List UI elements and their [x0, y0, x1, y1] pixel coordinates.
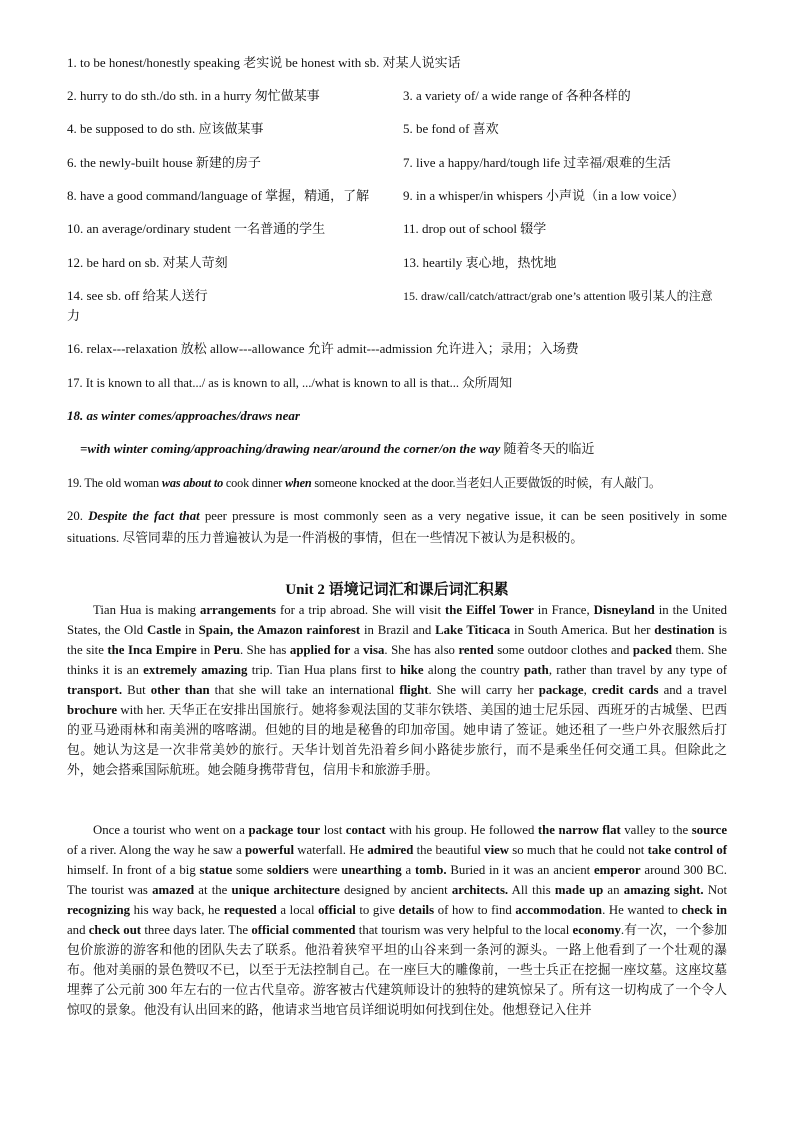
- vocab-term: tomb.: [414, 863, 447, 877]
- paragraph-text: that she will take an international: [209, 683, 400, 697]
- vocab-term: take control of: [647, 843, 728, 857]
- vocab-term: Lake Titicaca: [435, 623, 511, 637]
- vocab-term: extremely amazing: [143, 663, 248, 677]
- paragraph-text: . She has: [239, 643, 290, 657]
- paragraph-text: in the United States, the Old: [67, 603, 727, 637]
- vocab-term: flight: [399, 683, 429, 697]
- context-paragraph-2: [67, 820, 727, 1020]
- paragraph-text: them. She thinks it is an: [67, 643, 727, 677]
- phrase-19-text: 19. The old woman: [67, 476, 162, 490]
- paragraph-text: with his group. He followed: [385, 823, 538, 837]
- paragraph-text: an: [603, 883, 624, 897]
- paragraph-text: in: [196, 643, 214, 657]
- context-paragraph-1: [67, 600, 727, 780]
- vocab-term: package: [538, 683, 584, 697]
- phrase-15-continuation: 力: [67, 308, 81, 323]
- vocab-term: brochure: [67, 703, 118, 717]
- vocab-term: other than: [150, 683, 210, 697]
- vocab-term: statue: [199, 863, 233, 877]
- vocab-term: view: [484, 843, 510, 857]
- vocab-term: arrangements: [199, 603, 277, 617]
- paragraph-text: designed by ancient: [339, 883, 452, 897]
- paragraph-text: of how to find: [434, 903, 516, 917]
- phrase-20: [67, 505, 727, 549]
- phrase-19-text: cook dinner: [223, 476, 285, 490]
- vocab-term: rented: [458, 643, 494, 657]
- phrase-19-bold: when: [285, 476, 312, 490]
- paragraph-text: But: [122, 683, 151, 697]
- paragraph-text: and: [67, 923, 89, 937]
- phrase-20-bold: Despite the fact that: [88, 509, 200, 523]
- paragraph-text: and a travel: [658, 683, 728, 697]
- phrase-18: 18. as winter comes/approaches/draws near: [67, 408, 300, 423]
- vocab-term: admired: [367, 843, 414, 857]
- paragraph-text: Buried in it was an ancient: [446, 863, 594, 877]
- phrase-4: 4. be supposed to do sth. 应该做某事: [67, 121, 264, 136]
- vocab-term: recognizing: [67, 903, 131, 917]
- paragraph-text: some: [232, 863, 267, 877]
- paragraph-text: were: [308, 863, 342, 877]
- vocab-term: package tour: [248, 823, 321, 837]
- paragraph-text: in South America. But her: [510, 623, 655, 637]
- vocab-term: credit cards: [591, 683, 659, 697]
- paragraph-text: with her. 天华正在安排出国旅行。她将参观法国的艾菲尔铁塔、美国的迪士尼乐园、西班牙的古城堡、巴西的亚马逊雨林和南美洲的喀喀湖。但她的目的地是秘鲁的印加帝国。她申请了签证。她还租了一些户外衣服然后打包。她认为这是一次非常美妙的旅行。天华计划首先沿着乡间小路徒步旅行，而不是乘坐任何交通工具。但除此之外，她会搭乘国际航班。她会随身携带背包，信用卡和旅游手册。: [67, 703, 727, 777]
- phrase-20-text: peer pressure is most commonly seen as a very negative issue, it can be seen positively in some situations. 尽管同辈的压力普遍被认为是一件消极的事情，但在一些情况下被认为是积极的。: [67, 509, 727, 545]
- paragraph-text: . She has also: [384, 643, 459, 657]
- paragraph-text: waterfall. He: [294, 843, 368, 857]
- paragraph-text: along the country: [423, 663, 524, 677]
- phrase-10: 10. an average/ordinary student 一名普通的学生: [67, 221, 326, 236]
- phrase-17: 17. It is known to all that.../ as is known to all, .../what is known to all is that... 众所周知: [67, 376, 513, 390]
- paragraph-text: Once a tourist who went on a: [93, 823, 249, 837]
- phrase-7: 7. live a happy/hard/tough life 过幸福/艰难的生活: [403, 155, 671, 170]
- vocab-term: official commented: [251, 923, 356, 937]
- vocab-term: applied for: [289, 643, 351, 657]
- vocab-term: Peru: [213, 643, 240, 657]
- vocab-term: transport.: [67, 683, 123, 697]
- vocab-term: economy: [572, 923, 621, 937]
- phrase-16: 16. relax---relaxation 放松 allow---allowance 允许 admit---admission 允许进入；录用；入场费: [67, 341, 579, 356]
- paragraph-text: a: [401, 863, 415, 877]
- paragraph-text: a local: [276, 903, 319, 917]
- vocab-term: contact: [345, 823, 386, 837]
- phrase-6: 6. the newly-built house 新建的房子: [67, 155, 261, 170]
- paragraph-text: himself. In front of a big: [67, 863, 200, 877]
- paragraph-text: trip. Tian Hua plans first to: [247, 663, 401, 677]
- vocab-term: amazed: [152, 883, 195, 897]
- paragraph-text: at the: [194, 883, 232, 897]
- vocab-term: unique architecture: [231, 883, 340, 897]
- vocab-term: visa: [363, 643, 385, 657]
- paragraph-text: .有一次，一个参加包价旅游的游客和他的团队失去了联系。他沿着狭窄平坦的山谷来到一条河的源头。一路上他看到了一个壮观的瀑布。他对美丽的景色赞叹不已，以至于无法控制自己。在一座巨大的雕像前，一些士兵正在挖掘一座坟墓。这座坟墓埋葬了公元前 300 年左右的一位古代皇帝。游客被古代建筑师设计的独特的建筑惊呆了。所有这一切构成了一个令人惊叹的景象。他没有认出回来的路，他请求当地官员详细说明如何找到住处。他想登记入住并: [67, 923, 727, 1017]
- vocab-term: architects.: [451, 883, 509, 897]
- vocab-term: packed: [632, 643, 672, 657]
- phrase-13: 13. heartily 衷心地，热忱地: [403, 255, 557, 270]
- vocab-term: accommodation: [515, 903, 603, 917]
- vocab-term: destination: [654, 623, 715, 637]
- phrase-20-text: 20.: [67, 509, 89, 523]
- vocab-term: the narrow flat: [537, 823, 621, 837]
- paragraph-text: All this: [508, 883, 555, 897]
- vocab-term: path: [523, 663, 549, 677]
- vocab-term: requested: [223, 903, 277, 917]
- paragraph-text: a: [350, 643, 364, 657]
- vocab-term: check out: [88, 923, 142, 937]
- paragraph-text: lost: [320, 823, 346, 837]
- paragraph-text: valley to the: [620, 823, 692, 837]
- paragraph-text: to give: [355, 903, 399, 917]
- phrase-1: 1. to be honest/honestly speaking 老实说 be honest with sb. 对某人说实话: [67, 55, 461, 70]
- vocab-term: emperor: [593, 863, 641, 877]
- phrase-19-text: someone knocked at the door.当老妇人正要做饭的时候，有人敲门。: [311, 476, 661, 490]
- paragraph-text: is the site: [67, 623, 727, 657]
- vocab-term: official: [318, 903, 356, 917]
- phrase-19: [67, 475, 661, 491]
- vocab-term: Castle: [146, 623, 182, 637]
- vocab-term: source: [691, 823, 728, 837]
- paragraph-text: around 300 BC. The tourist was: [67, 863, 727, 897]
- phrase-8: 8. have a good command/language of 掌握，精通，了解: [67, 188, 370, 203]
- phrase-11: 11. drop out of school 辍学: [403, 221, 547, 236]
- paragraph-text: for a trip abroad. She will visit: [276, 603, 445, 617]
- vocab-term: amazing sight.: [623, 883, 704, 897]
- phrase-3: 3. a variety of/ a wide range of 各种各样的: [403, 88, 631, 103]
- phrase-5: 5. be fond of 喜欢: [403, 121, 499, 136]
- paragraph-text: . She will carry her: [428, 683, 539, 697]
- phrase-14: 14. see sb. off 给某人送行: [67, 288, 208, 303]
- phrase-18-alt-cn: 随着冬天的临近: [500, 441, 595, 456]
- paragraph-text: that tourism was very helpful to the local: [355, 923, 573, 937]
- phrase-18-alt-en: =with winter coming/approaching/drawing near/around the corner/on the way: [80, 441, 501, 456]
- phrase-19-bold: was about to: [161, 476, 224, 490]
- vocab-term: the Inca Empire: [107, 643, 197, 657]
- vocab-term: unearthing: [341, 863, 402, 877]
- unit-heading: Unit 2 语境记词汇和课后词汇积累: [285, 582, 509, 598]
- vocab-term: Disneyland: [593, 603, 655, 617]
- vocab-term: made up: [554, 883, 604, 897]
- vocab-term: check in: [681, 903, 727, 917]
- phrase-12: 12. be hard on sb. 对某人苛刻: [67, 255, 228, 270]
- vocab-term: the Eiffel Tower: [444, 603, 534, 617]
- phrase-18-alt: [80, 441, 595, 457]
- phrase-2: 2. hurry to do sth./do sth. in a hurry 匆忙做某事: [67, 88, 320, 103]
- paragraph-text: in Brazil and: [360, 623, 436, 637]
- paragraph-text: of a river. Along the way he saw a: [67, 843, 245, 857]
- vocab-term: powerful: [245, 843, 295, 857]
- vocab-term: soldiers: [266, 863, 309, 877]
- paragraph-text: so much that he could not: [509, 843, 648, 857]
- vocab-term: Spain, the Amazon rainforest: [198, 623, 361, 637]
- vocab-term: details: [398, 903, 435, 917]
- paragraph-text: Tian Hua is making: [93, 603, 200, 617]
- paragraph-text: some outdoor clothes and: [493, 643, 633, 657]
- paragraph-text: his way back, he: [130, 903, 224, 917]
- paragraph-text: the beautiful: [413, 843, 485, 857]
- paragraph-text: , rather than travel by any type of: [548, 663, 727, 677]
- paragraph-text: . He wanted to: [602, 903, 682, 917]
- phrase-15: 15. draw/call/catch/attract/grab one’s attention 吸引某人的注意: [403, 289, 713, 303]
- paragraph-text: in: [181, 623, 199, 637]
- paragraph-text: three days later. The: [141, 923, 252, 937]
- paragraph-text: Not: [703, 883, 728, 897]
- phrase-9: 9. in a whisper/in whispers 小声说（in a low voice）: [403, 188, 685, 203]
- paragraph-text: in France,: [533, 603, 594, 617]
- vocab-term: hike: [400, 663, 424, 677]
- paragraph-text: ,: [583, 683, 592, 697]
